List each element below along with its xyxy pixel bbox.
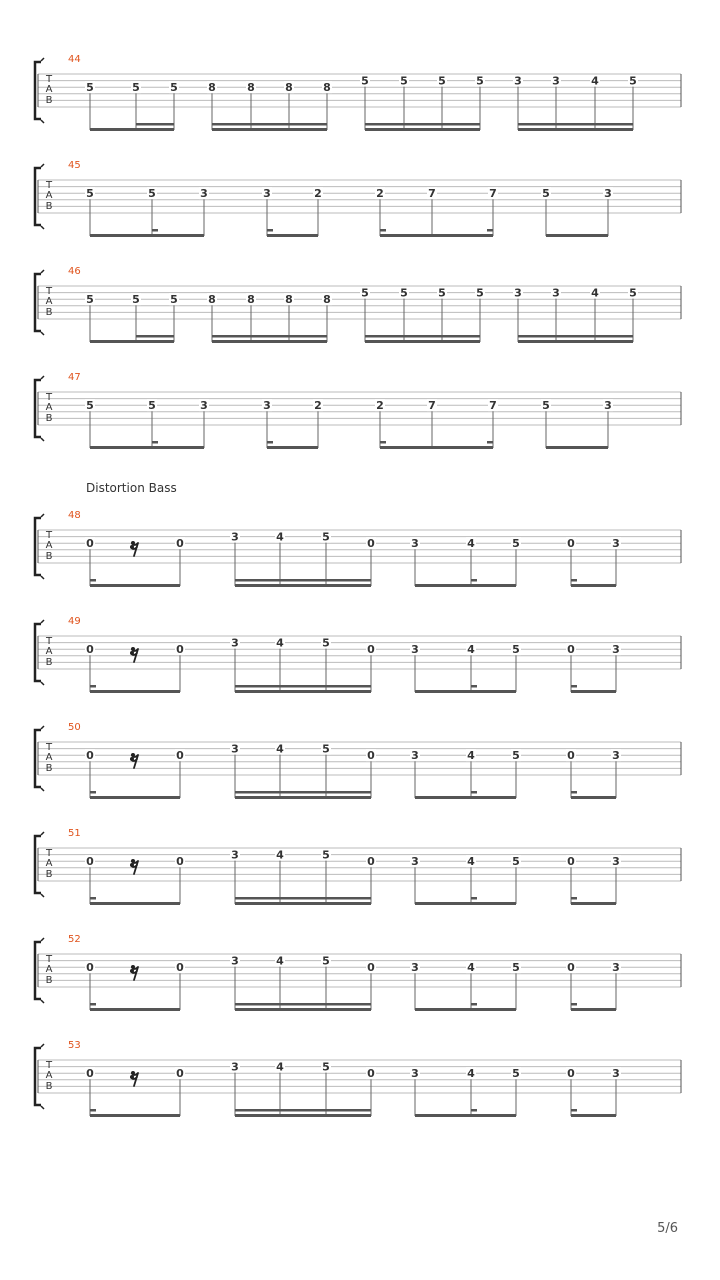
beam [90, 796, 180, 799]
rest-dot [131, 965, 135, 969]
fret-number[interactable]: 5 [322, 636, 330, 650]
fret-number[interactable]: 5 [512, 643, 520, 657]
rest-dot [130, 863, 134, 867]
beam [571, 690, 616, 693]
tab-clef-letter: T [45, 530, 53, 541]
fret-number[interactable]: 5 [400, 74, 408, 88]
fret-number[interactable]: 3 [514, 74, 522, 88]
beam-stub [90, 579, 96, 582]
bracket-hook-bottom [41, 438, 44, 441]
tab-clef-letter: T [45, 636, 53, 647]
beam-secondary [365, 335, 480, 338]
fret-number[interactable]: 5 [170, 81, 178, 95]
beam [380, 446, 493, 449]
fret-number[interactable]: 2 [376, 187, 384, 201]
beam-stub [471, 791, 477, 794]
beam [90, 1114, 180, 1117]
fret-number[interactable]: 0 [367, 1067, 375, 1081]
tab-clef-letter: A [45, 84, 53, 95]
fret-number[interactable]: 3 [411, 1067, 419, 1081]
fret-number[interactable]: 3 [612, 855, 620, 869]
bracket-hook-bottom [41, 682, 44, 685]
beam [571, 796, 616, 799]
rest-dot [131, 1071, 135, 1075]
beam [571, 1114, 616, 1117]
beam-secondary [212, 123, 327, 126]
fret-number[interactable]: 5 [86, 399, 94, 413]
measure-number: 53 [68, 1040, 81, 1051]
tab-clef-letter: A [45, 296, 53, 307]
fret-number[interactable]: 0 [176, 1067, 184, 1081]
bracket-hook-top [41, 270, 44, 273]
fret-number[interactable]: 3 [612, 537, 620, 551]
fret-number[interactable]: 8 [285, 81, 293, 95]
fret-number[interactable]: 0 [367, 643, 375, 657]
rest-dot [130, 969, 134, 973]
fret-number[interactable]: 3 [604, 187, 612, 201]
beam [571, 584, 616, 587]
fret-number[interactable]: 5 [322, 954, 330, 968]
measure-number: 45 [68, 160, 81, 171]
fret-number[interactable]: 3 [514, 286, 522, 300]
tab-clef-letter: T [45, 742, 53, 753]
beam-stub [571, 685, 577, 688]
beam-stub [487, 441, 493, 444]
tab-clef-letter: B [45, 975, 53, 986]
tab-clef-letter: A [45, 646, 53, 657]
beam [365, 128, 480, 131]
tab-clef-letter: B [45, 763, 53, 774]
fret-number[interactable]: 7 [489, 187, 497, 201]
measure-number: 46 [68, 266, 81, 277]
fret-number[interactable]: 5 [512, 749, 520, 763]
fret-number[interactable]: 3 [612, 961, 620, 975]
fret-number[interactable]: 5 [132, 81, 140, 95]
beam [415, 1114, 516, 1117]
fret-number[interactable]: 5 [629, 286, 637, 300]
fret-number[interactable]: 4 [467, 855, 475, 869]
beam-secondary [136, 335, 174, 338]
rest-dot [131, 859, 135, 863]
page-number: 5/6 [657, 1221, 678, 1236]
measure-number: 50 [68, 722, 81, 733]
fret-number[interactable]: 0 [567, 855, 575, 869]
beam-secondary [518, 123, 633, 126]
fret-number[interactable]: 3 [263, 187, 271, 201]
measure-number: 49 [68, 616, 81, 627]
fret-number[interactable]: 0 [567, 1067, 575, 1081]
fret-number[interactable]: 5 [438, 74, 446, 88]
fret-number[interactable]: 4 [467, 643, 475, 657]
beam-stub [90, 685, 96, 688]
fret-number[interactable]: 4 [467, 749, 475, 763]
fret-number[interactable]: 8 [247, 293, 255, 307]
fret-number[interactable]: 5 [322, 848, 330, 862]
fret-number[interactable]: 0 [176, 749, 184, 763]
beam [90, 690, 180, 693]
beam-secondary [235, 685, 371, 688]
fret-number[interactable]: 0 [367, 749, 375, 763]
beam-stub [380, 229, 386, 232]
beam [380, 234, 493, 237]
fret-number[interactable]: 4 [591, 286, 599, 300]
bracket-hook-top [41, 726, 44, 729]
beam-stub [571, 791, 577, 794]
fret-number[interactable]: 8 [208, 293, 216, 307]
fret-number[interactable]: 5 [512, 1067, 520, 1081]
fret-number[interactable]: 5 [322, 1060, 330, 1074]
fret-number[interactable]: 0 [176, 855, 184, 869]
beam-secondary [235, 791, 371, 794]
tab-clef-letter: T [45, 180, 53, 191]
bracket-hook-top [41, 376, 44, 379]
fret-number[interactable]: 3 [263, 399, 271, 413]
fret-number[interactable]: 0 [86, 961, 94, 975]
beam-stub [571, 1003, 577, 1006]
beam-stub [152, 229, 158, 232]
beam-stub [571, 579, 577, 582]
rest-dot [130, 757, 134, 761]
beam [90, 584, 180, 587]
bracket-hook-top [41, 620, 44, 623]
beam [415, 796, 516, 799]
fret-number[interactable]: 0 [176, 537, 184, 551]
fret-number[interactable]: 4 [276, 742, 284, 756]
fret-number[interactable]: 3 [411, 537, 419, 551]
beam [267, 234, 318, 237]
bracket-hook-bottom [41, 120, 44, 123]
tab-clef-letter: B [45, 1081, 53, 1092]
fret-number[interactable]: 4 [591, 74, 599, 88]
beam [546, 234, 608, 237]
tab-clef-letter: T [45, 1060, 53, 1071]
fret-number[interactable]: 5 [322, 530, 330, 544]
beam [235, 796, 371, 799]
bracket-hook-top [41, 938, 44, 941]
fret-number[interactable]: 3 [231, 1060, 239, 1074]
beam [518, 128, 633, 131]
beam-secondary [518, 335, 633, 338]
fret-number[interactable]: 5 [361, 74, 369, 88]
beam [415, 690, 516, 693]
tab-clef-letter: A [45, 402, 53, 413]
tab-clef-letter: B [45, 201, 53, 212]
measure-number: 48 [68, 510, 81, 521]
measure-number: 44 [68, 54, 81, 65]
tab-clef-letter: T [45, 392, 53, 403]
fret-number[interactable]: 5 [86, 293, 94, 307]
rest-dot [131, 647, 135, 651]
fret-number[interactable]: 3 [411, 749, 419, 763]
beam-stub [90, 1109, 96, 1112]
bracket-hook-bottom [41, 576, 44, 579]
fret-number[interactable]: 0 [176, 961, 184, 975]
fret-number[interactable]: 5 [86, 81, 94, 95]
beam [415, 584, 516, 587]
beam [267, 446, 318, 449]
tab-clef-letter: T [45, 848, 53, 859]
beam [415, 1008, 516, 1011]
beam-secondary [136, 123, 174, 126]
fret-number[interactable]: 8 [247, 81, 255, 95]
fret-number[interactable]: 3 [231, 742, 239, 756]
tab-clef-letter: T [45, 74, 53, 85]
measure-number: 51 [68, 828, 81, 839]
beam [212, 128, 327, 131]
fret-number[interactable]: 3 [411, 643, 419, 657]
fret-number[interactable]: 3 [231, 954, 239, 968]
fret-number[interactable]: 3 [612, 749, 620, 763]
rest-dot [130, 651, 134, 655]
fret-number[interactable]: 8 [323, 293, 331, 307]
beam-stub [380, 441, 386, 444]
measure-number: 52 [68, 934, 81, 945]
fret-number[interactable]: 2 [314, 399, 322, 413]
beam [235, 584, 371, 587]
fret-number[interactable]: 3 [200, 399, 208, 413]
fret-number[interactable]: 4 [467, 961, 475, 975]
beam-stub [90, 791, 96, 794]
beam-secondary [235, 579, 371, 582]
beam-stub [267, 229, 273, 232]
fret-number[interactable]: 0 [567, 961, 575, 975]
bracket-hook-bottom [41, 1000, 44, 1003]
fret-number[interactable]: 3 [552, 74, 560, 88]
fret-number[interactable]: 0 [567, 643, 575, 657]
fret-number[interactable]: 3 [231, 636, 239, 650]
tab-clef-letter: B [45, 307, 53, 318]
beam-secondary [235, 1003, 371, 1006]
beam [518, 340, 633, 343]
fret-number[interactable]: 3 [411, 855, 419, 869]
bracket-hook-top [41, 1044, 44, 1047]
fret-number[interactable]: 0 [86, 749, 94, 763]
fret-number[interactable]: 4 [276, 954, 284, 968]
fret-number[interactable]: 5 [512, 855, 520, 869]
fret-number[interactable]: 3 [411, 961, 419, 975]
fret-number[interactable]: 0 [367, 961, 375, 975]
fret-number[interactable]: 4 [276, 848, 284, 862]
tab-clef-letter: B [45, 95, 53, 106]
beam-stub [267, 441, 273, 444]
tab-clef-letter: T [45, 954, 53, 965]
beam-stub [152, 441, 158, 444]
fret-number[interactable]: 7 [428, 187, 436, 201]
beam-stub [90, 1003, 96, 1006]
fret-number[interactable]: 8 [285, 293, 293, 307]
fret-number[interactable]: 0 [86, 537, 94, 551]
fret-number[interactable]: 2 [314, 187, 322, 201]
tab-clef-letter: A [45, 190, 53, 201]
beam [235, 1008, 371, 1011]
fret-number[interactable]: 3 [552, 286, 560, 300]
beam-stub [90, 897, 96, 900]
beam-stub [471, 897, 477, 900]
beam-stub [471, 1109, 477, 1112]
fret-number[interactable]: 4 [467, 1067, 475, 1081]
beam [90, 234, 204, 237]
fret-number[interactable]: 5 [361, 286, 369, 300]
fret-number[interactable]: 5 [542, 187, 550, 201]
fret-number[interactable]: 5 [400, 286, 408, 300]
beam-stub [471, 685, 477, 688]
fret-number[interactable]: 8 [208, 81, 216, 95]
tab-clef-letter: B [45, 413, 53, 424]
beam-stub [571, 897, 577, 900]
measure-number: 47 [68, 372, 81, 383]
tab-clef-letter: B [45, 869, 53, 880]
bracket-hook-bottom [41, 332, 44, 335]
fret-number[interactable]: 3 [612, 1067, 620, 1081]
beam [415, 902, 516, 905]
bracket-hook-top [41, 164, 44, 167]
beam [235, 1114, 371, 1117]
fret-number[interactable]: 0 [86, 1067, 94, 1081]
bracket-hook-top [41, 514, 44, 517]
beam-stub [487, 229, 493, 232]
tab-clef-letter: A [45, 752, 53, 763]
fret-number[interactable]: 0 [176, 643, 184, 657]
rest-dot [131, 753, 135, 757]
fret-number[interactable]: 3 [604, 399, 612, 413]
section-label-distortion-bass: Distortion Bass [86, 481, 177, 495]
fret-number[interactable]: 2 [376, 399, 384, 413]
fret-number[interactable]: 5 [512, 537, 520, 551]
fret-number[interactable]: 0 [86, 855, 94, 869]
beam [365, 340, 480, 343]
fret-number[interactable]: 5 [512, 961, 520, 975]
beam-secondary [365, 123, 480, 126]
beam [546, 446, 608, 449]
fret-number[interactable]: 0 [86, 643, 94, 657]
beam-secondary [235, 1109, 371, 1112]
fret-number[interactable]: 3 [200, 187, 208, 201]
fret-number[interactable]: 5 [148, 187, 156, 201]
fret-number[interactable]: 4 [276, 636, 284, 650]
tab-clef-letter: A [45, 858, 53, 869]
fret-number[interactable]: 5 [629, 74, 637, 88]
beam [571, 1008, 616, 1011]
beam-secondary [235, 897, 371, 900]
beam [90, 128, 174, 131]
beam-stub [571, 1109, 577, 1112]
fret-number[interactable]: 4 [467, 537, 475, 551]
fret-number[interactable]: 7 [489, 399, 497, 413]
rest-dot [130, 545, 134, 549]
fret-number[interactable]: 3 [612, 643, 620, 657]
bracket-hook-top [41, 58, 44, 61]
fret-number[interactable]: 5 [170, 293, 178, 307]
beam [90, 1008, 180, 1011]
beam [571, 902, 616, 905]
beam [212, 340, 327, 343]
fret-number[interactable]: 5 [86, 187, 94, 201]
fret-number[interactable]: 5 [476, 286, 484, 300]
beam-secondary [212, 335, 327, 338]
fret-number[interactable]: 7 [428, 399, 436, 413]
bracket-hook-bottom [41, 788, 44, 791]
fret-number[interactable]: 4 [276, 530, 284, 544]
fret-number[interactable]: 5 [438, 286, 446, 300]
beam [90, 340, 174, 343]
fret-number[interactable]: 3 [231, 848, 239, 862]
fret-number[interactable]: 5 [148, 399, 156, 413]
tab-clef-letter: A [45, 1070, 53, 1081]
tab-clef-letter: B [45, 657, 53, 668]
tab-clef-letter: A [45, 540, 53, 551]
tab-clef-letter: T [45, 286, 53, 297]
beam-stub [471, 579, 477, 582]
fret-number[interactable]: 0 [367, 537, 375, 551]
beam [235, 902, 371, 905]
rest-dot [130, 1075, 134, 1079]
fret-number[interactable]: 0 [367, 855, 375, 869]
fret-number[interactable]: 0 [567, 749, 575, 763]
fret-number[interactable]: 4 [276, 1060, 284, 1074]
fret-number[interactable]: 0 [567, 537, 575, 551]
rest-dot [131, 541, 135, 545]
fret-number[interactable]: 5 [476, 74, 484, 88]
beam [235, 690, 371, 693]
fret-number[interactable]: 3 [231, 530, 239, 544]
bracket-hook-bottom [41, 1106, 44, 1109]
fret-number[interactable]: 5 [322, 742, 330, 756]
beam [90, 902, 180, 905]
fret-number[interactable]: 5 [542, 399, 550, 413]
bracket-hook-bottom [41, 894, 44, 897]
fret-number[interactable]: 8 [323, 81, 331, 95]
beam-stub [471, 1003, 477, 1006]
tab-clef-letter: A [45, 964, 53, 975]
bracket-hook-bottom [41, 226, 44, 229]
tab-clef-letter: B [45, 551, 53, 562]
fret-number[interactable]: 5 [132, 293, 140, 307]
bracket-hook-top [41, 832, 44, 835]
beam [90, 446, 204, 449]
